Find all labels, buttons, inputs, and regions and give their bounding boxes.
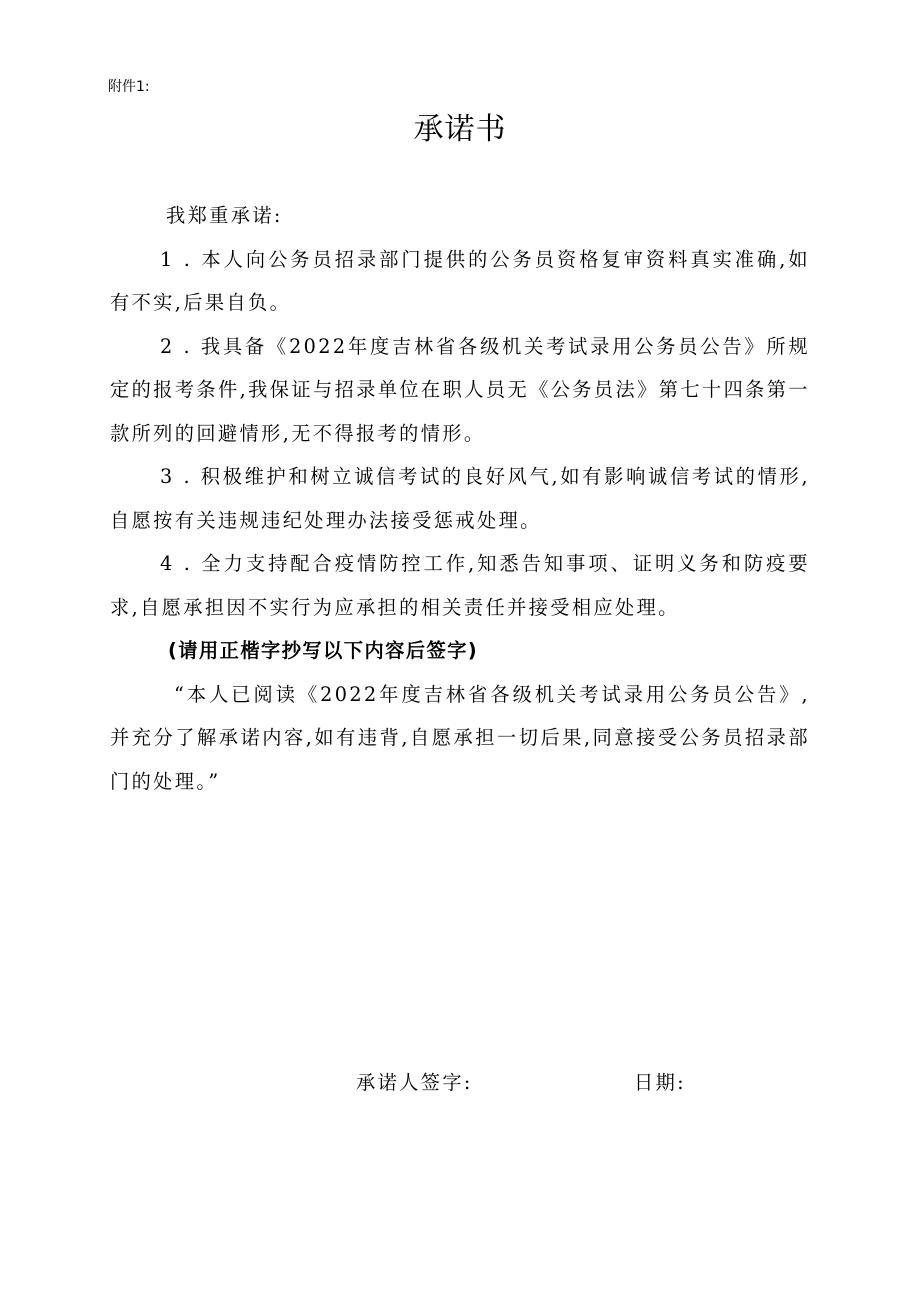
intro-text: 我郑重承诺: xyxy=(166,204,283,227)
copy-instruction: (请用正楷字抄写以下内容后签字) xyxy=(168,639,479,662)
item-text: 本人向公务员招录部门提供的公务员资格复审资料真实准确,如有不实,后果自负。 xyxy=(110,247,810,314)
item-text: 全力支持配合疫情防控工作,知悉告知事项、证明义务和防疫要求,自愿承担因不实行为应承担的相关责任并接受相应处理。 xyxy=(110,552,810,619)
commitment-item-1: 1 . 本人向公务员招录部门提供的公务员资格复审资料真实准确,如有不实,后果自负。 xyxy=(110,247,810,314)
signature-label: 承诺人签字: xyxy=(356,1071,473,1094)
item-number: 3 xyxy=(160,465,175,488)
item-text: 我具备《2022年度吉林省各级机关考试录用公务员公告》所规定的报考条件,我保证与招录单位在职人员无《公务员法》第七十四条第一款所列的回避情形,无不得报考的情形。 xyxy=(110,334,810,445)
document-title: 承诺书 xyxy=(413,112,507,147)
item-number: 1 xyxy=(160,247,175,271)
item-number: 2 xyxy=(160,334,175,358)
commitment-item-4: 4 . 全力支持配合疫情防控工作,知悉告知事项、证明义务和防疫要求,自愿承担因不实行为应承担的相关责任并接受相应处理。 xyxy=(110,552,810,619)
date-label: 日期: xyxy=(634,1071,687,1094)
commitment-item-3: 3 . 积极维护和树立诚信考试的良好风气,如有影响诚信考试的情形,自愿按有关违规违纪处理办法接受惩戒处理。 xyxy=(110,465,811,532)
item-text: 积极维护和树立诚信考试的良好风气,如有影响诚信考试的情形,自愿按有关违规违纪处理办法接受惩戒处理。 xyxy=(110,465,811,532)
commitment-item-2: 2 . 我具备《2022年度吉林省各级机关考试录用公务员公告》所规定的报考条件,我保证与招录单位在职人员无《公务员法》第七十四条第一款所列的回避情形,无不得报考的情形。 xyxy=(110,334,810,445)
item-number: 4 xyxy=(160,552,175,575)
document-body xyxy=(110,194,810,803)
attachment-label: 附件1: xyxy=(108,79,150,95)
quoted-statement: “本人已阅读《2022年度吉林省各级机关考试录用公务员公告》,并充分了解承诺内容,如有违背,自愿承担一切后果,同意接受公务员招录部门的处理。” xyxy=(110,682,810,793)
